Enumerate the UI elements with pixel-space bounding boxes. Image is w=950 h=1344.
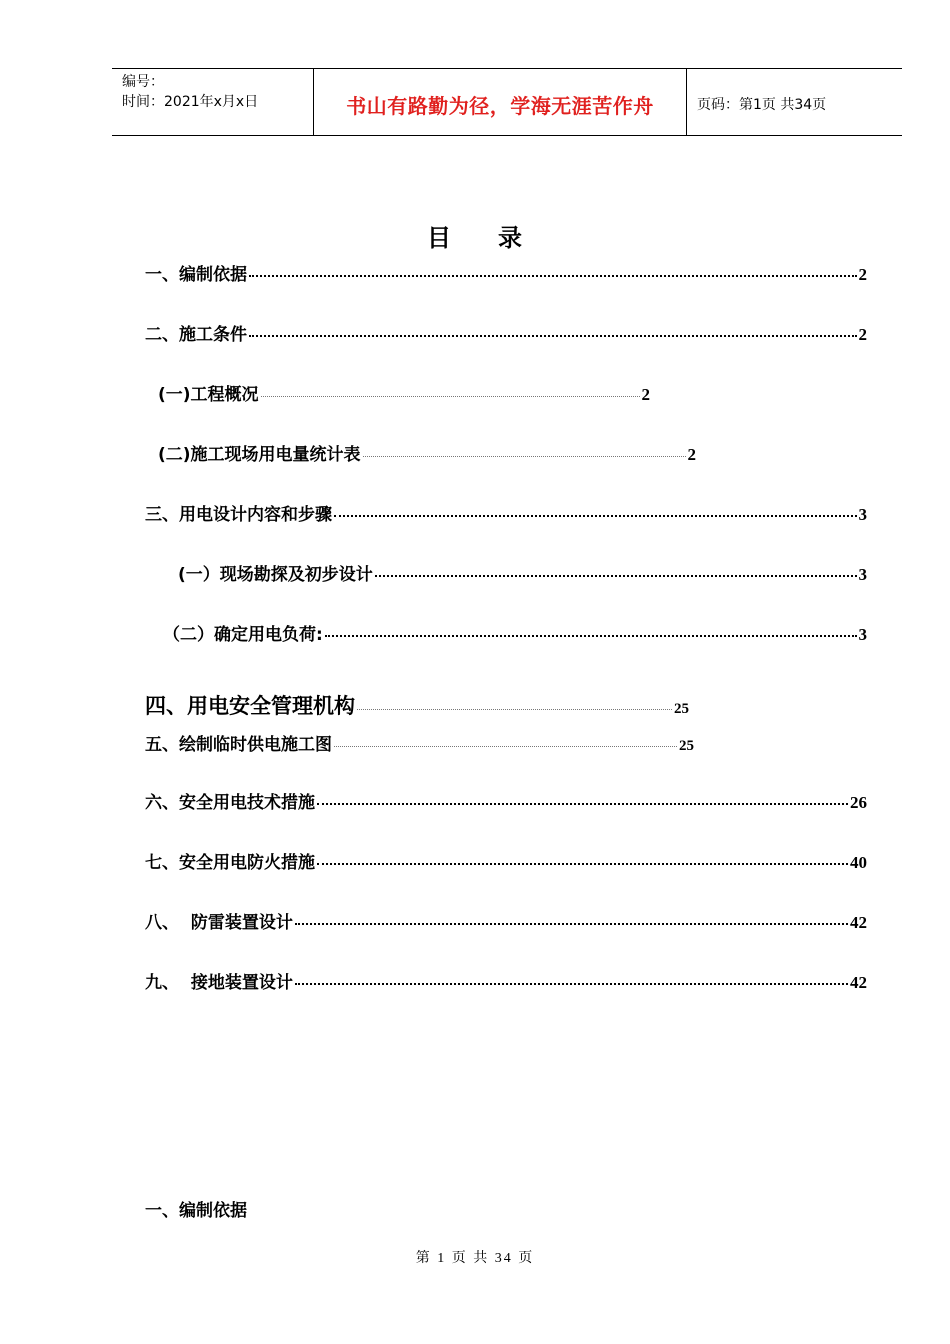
header-top-rule (112, 68, 902, 69)
toc-page: 2 (858, 325, 867, 344)
title-char-1: 目 (427, 224, 452, 252)
toc-page: 2 (687, 445, 696, 464)
toc-entry-4[interactable] (158, 440, 696, 465)
toc-entry-12[interactable] (145, 908, 867, 933)
toc-entry-11[interactable] (145, 848, 867, 873)
toc-entry-10[interactable] (145, 788, 867, 813)
toc-entry-1[interactable] (145, 260, 867, 285)
toc-label: 九、 接地装置设计 (145, 973, 293, 993)
header-divider-2 (686, 68, 687, 136)
toc-leader (295, 921, 848, 925)
header-page-info: 页码：第1页 共34页 (697, 97, 827, 113)
toc-page: 26 (850, 793, 867, 812)
toc-label: 七、安全用电防火措施 (145, 853, 315, 873)
toc-page: 2 (641, 385, 650, 404)
toc-label: （二）确定用电负荷: (163, 625, 323, 645)
toc-leader (375, 573, 857, 577)
toc-label: 六、安全用电技术措施 (145, 793, 315, 813)
toc-label: 八、 防雷装置设计 (145, 913, 293, 933)
toc-entry-5[interactable] (145, 500, 867, 525)
toc-leader (334, 744, 677, 747)
header-bottom-rule (112, 135, 902, 136)
section-heading: 一、编制依据 (145, 1201, 247, 1221)
toc-label: 二、施工条件 (145, 325, 247, 345)
toc-leader (325, 633, 857, 637)
toc-label: 一、编制依据 (145, 265, 247, 285)
toc-page: 25 (679, 738, 694, 754)
toc-label: (二)施工现场用电量统计表 (158, 445, 361, 465)
toc-entry-2[interactable] (145, 320, 867, 345)
toc-label: 三、用电设计内容和步骤 (145, 505, 332, 525)
toc-leader (363, 454, 686, 457)
toc-page: 42 (850, 913, 867, 932)
toc-leader (249, 333, 857, 337)
toc-leader (249, 273, 857, 277)
toc-page: 3 (858, 565, 867, 584)
toc-page: 2 (858, 265, 867, 284)
toc-label: (一)工程概况 (158, 385, 259, 405)
toc-label: (一）现场勘探及初步设计 (178, 565, 373, 585)
header-date: 时间：2021年x月x日 (122, 94, 259, 110)
header-number-label: 编号： (122, 74, 164, 90)
header-meta (122, 72, 258, 112)
page-footer: 第 1 页 共 34 页 (415, 1251, 535, 1266)
toc-leader (261, 394, 640, 397)
toc-entry-13[interactable] (145, 968, 867, 993)
toc-label: 五、绘制临时供电施工图 (145, 735, 332, 755)
toc-leader (357, 707, 672, 710)
toc-entry-6[interactable] (178, 560, 867, 585)
toc-entry-3[interactable] (158, 380, 650, 405)
toc-entry-7[interactable] (163, 620, 867, 645)
toc-leader (334, 513, 857, 517)
toc-page: 3 (858, 505, 867, 524)
toc-leader (295, 981, 848, 985)
page-title (0, 218, 950, 253)
title-char-2: 录 (498, 224, 523, 252)
toc-entry-8[interactable] (145, 690, 689, 720)
toc-leader (317, 861, 848, 865)
toc-page: 40 (850, 853, 867, 872)
toc-page: 25 (674, 701, 689, 717)
toc-page: 42 (850, 973, 867, 992)
header-motto: 书山有路勤为径，学海无涯苦作舟 (346, 94, 654, 118)
toc-label: 四、用电安全管理机构 (145, 694, 355, 718)
toc-page: 3 (858, 625, 867, 644)
toc-leader (317, 801, 848, 805)
toc-entry-9[interactable] (145, 730, 694, 755)
